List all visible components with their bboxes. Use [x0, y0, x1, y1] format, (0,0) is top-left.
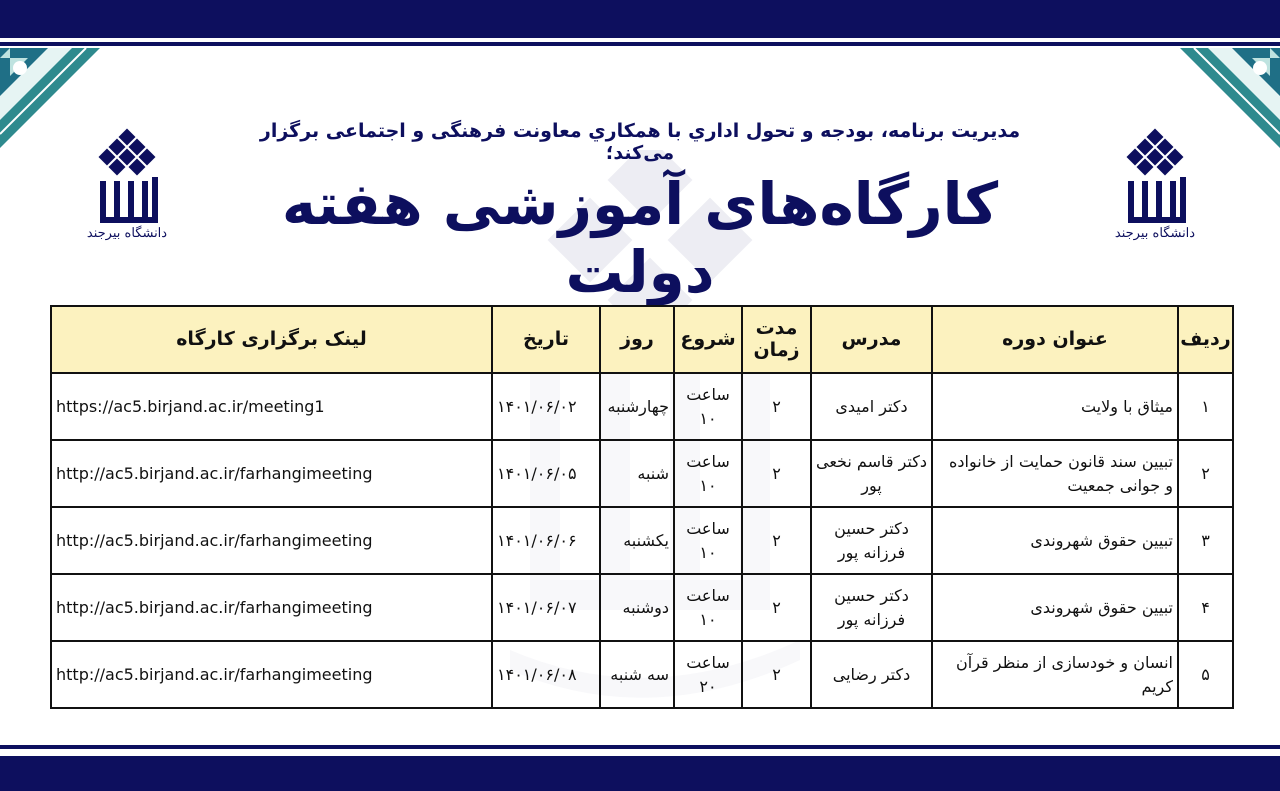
row-start: ساعت ۲۰ [674, 641, 742, 708]
top-navy-band [0, 0, 1280, 38]
row-duration: ۲ [742, 440, 811, 507]
table-row [51, 574, 1233, 641]
table-row [51, 440, 1233, 507]
row-meeting-link[interactable]: http://ac5.birjand.ac.ir/farhangimeeting [51, 507, 492, 574]
row-teacher: دکتر قاسم نخعی پور [811, 440, 932, 507]
row-start: ساعت ۱۰ [674, 507, 742, 574]
table-row [51, 641, 1233, 708]
table-row [51, 507, 1233, 574]
row-start: ساعت ۱۰ [674, 440, 742, 507]
header-title: عنوان دوره [932, 306, 1178, 373]
header-teacher: مدرس [811, 306, 932, 373]
row-num: ۳ [1178, 507, 1233, 574]
header-num: ردیف [1178, 306, 1233, 373]
row-teacher: دکتر حسین فرزانه پور [811, 507, 932, 574]
header-start: شروع [674, 306, 742, 373]
row-num: ۲ [1178, 440, 1233, 507]
ornament-corner-right [1180, 48, 1280, 148]
row-date: ۱۴۰۱/۰۶/۰۵ [492, 440, 600, 507]
row-duration: ۲ [742, 641, 811, 708]
row-day: چهارشنبه [600, 373, 674, 440]
row-title: تبیین حقوق شهروندی [932, 574, 1178, 641]
row-date: ۱۴۰۱/۰۶/۰۸ [492, 641, 600, 708]
row-title: تبیین حقوق شهروندی [932, 507, 1178, 574]
table-row [51, 373, 1233, 440]
row-start: ساعت ۱۰ [674, 373, 742, 440]
ornament-corner-left [0, 48, 100, 148]
header-duration: مدت زمان [742, 306, 811, 373]
university-logo-caption-left: دانشگاه بیرجند [86, 226, 168, 241]
header-link: لینک برگزاری کارگاه [51, 306, 492, 373]
bottom-navy-rule [0, 745, 1280, 749]
row-num: ۴ [1178, 574, 1233, 641]
row-teacher: دکتر رضایی [811, 641, 932, 708]
row-num: ۱ [1178, 373, 1233, 440]
row-meeting-link[interactable]: http://ac5.birjand.ac.ir/farhangimeeting [51, 574, 492, 641]
row-title: میثاق با ولایت [932, 373, 1178, 440]
row-duration: ۲ [742, 373, 811, 440]
row-day: یکشنبه [600, 507, 674, 574]
row-meeting-link[interactable]: http://ac5.birjand.ac.ir/farhangimeeting [51, 641, 492, 708]
row-teacher: دکتر حسین فرزانه پور [811, 574, 932, 641]
header-day: روز [600, 306, 674, 373]
row-duration: ۲ [742, 574, 811, 641]
page-title: کارگاه‌های آموزشی هفته دولت [281, 170, 999, 306]
row-duration: ۲ [742, 507, 811, 574]
row-title: انسان و خودسازی از منظر قرآن کریم [932, 641, 1178, 708]
organizer-subtitle: مديريت برنامه، بودجه و تحول اداري با همکاري معاونت فرهنگی و اجتماعی برگزار می‌کند؛ [259, 120, 1021, 164]
workshop-schedule-table [50, 305, 1234, 709]
row-num: ۵ [1178, 641, 1233, 708]
row-date: ۱۴۰۱/۰۶/۰۲ [492, 373, 600, 440]
row-day: شنبه [600, 440, 674, 507]
row-date: ۱۴۰۱/۰۶/۰۶ [492, 507, 600, 574]
row-day: دوشنبه [600, 574, 674, 641]
row-start: ساعت ۱۰ [674, 574, 742, 641]
row-day: سه شنبه [600, 641, 674, 708]
row-meeting-link[interactable]: http://ac5.birjand.ac.ir/farhangimeeting [51, 440, 492, 507]
top-navy-rule [0, 42, 1280, 46]
row-meeting-link[interactable]: https://ac5.birjand.ac.ir/meeting1 [51, 373, 492, 440]
university-logo-caption-right: دانشگاه بیرجند [1114, 226, 1196, 241]
row-date: ۱۴۰۱/۰۶/۰۷ [492, 574, 600, 641]
row-title: تبیین سند قانون حمایت از خانواده و جوانی جمعیت [932, 440, 1178, 507]
header-date: تاریخ [492, 306, 600, 373]
row-teacher: دکتر امیدی [811, 373, 932, 440]
bottom-navy-band [0, 756, 1280, 791]
table-header-row [51, 306, 1233, 373]
